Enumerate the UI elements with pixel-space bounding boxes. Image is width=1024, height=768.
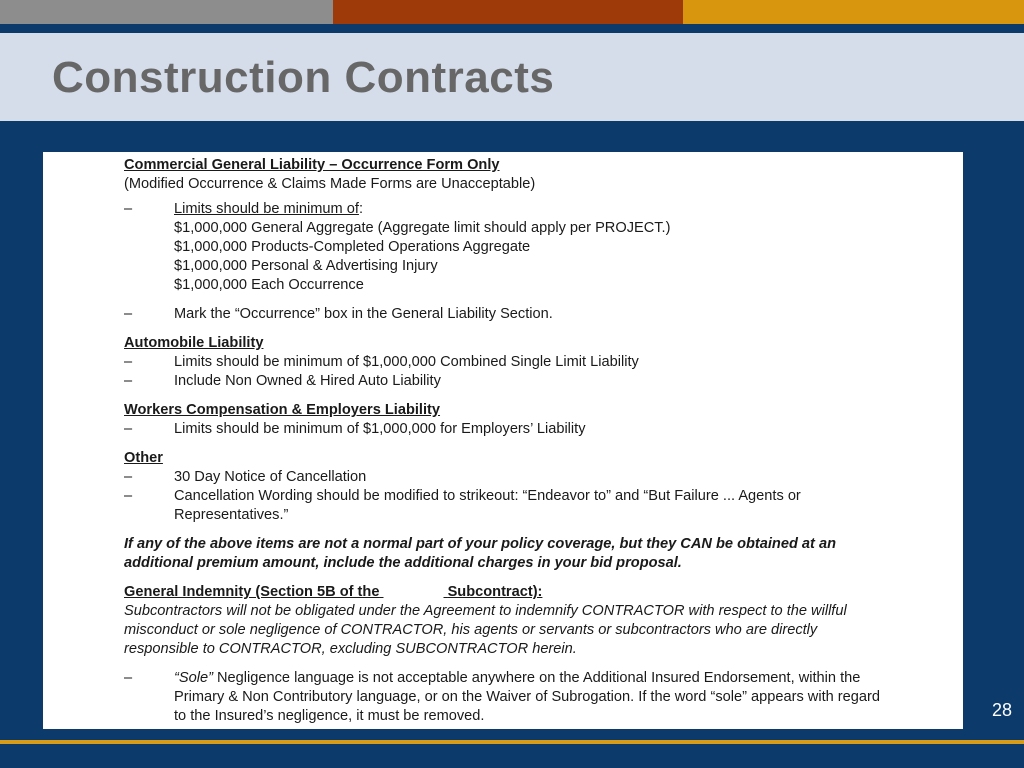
limit-line: $1,000,000 Each Occurrence (174, 277, 364, 293)
list-item: – Limits should be minimum of: (124, 201, 363, 217)
bottom-accent-line (0, 740, 1024, 744)
premium-notice: If any of the above items are not a normal part of your policy coverage, but they CAN be obtained at an additional premium amount, include the additional charges in your bid proposal. (124, 536, 836, 571)
list-item: – Mark the “Occurrence” box in the General Liability Section. (124, 306, 553, 322)
list-item: – Include Non Owned & Hired Auto Liability (124, 373, 441, 389)
page-number: 28 (991, 700, 1012, 720)
top-bar-gold (683, 0, 1024, 24)
top-color-bar (0, 0, 1024, 24)
list-item: – “Sole” Negligence language is not acceptable anywhere on the Additional Insured Endorsement, within the Primary & Non Contributory language, or on the Waiver of Subrogation. If the word “sole” appears with regard to the Insured’s negligence, it must be removed. (124, 670, 880, 724)
sole-word: “Sole” (174, 670, 213, 686)
limit-line: $1,000,000 Personal & Advertising Injury (174, 258, 438, 274)
auto-heading: Automobile Liability (124, 335, 264, 351)
limit-line: $1,000,000 Products-Completed Operations Aggregate (174, 239, 531, 255)
list-item: – Limits should be minimum of $1,000,000 Combined Single Limit Liability (124, 354, 639, 370)
cgl-subheading: (Modified Occurrence & Claims Made Forms are Unacceptable) (124, 176, 536, 192)
list-item: – Cancellation Wording should be modified to strikeout: “Endeavor to” and “But Failure ... Agents or Representatives.” (124, 488, 801, 523)
top-bar-gray (0, 0, 333, 24)
cgl-heading: Commercial General Liability – Occurrence Form Only (124, 157, 500, 173)
sole-text: Negligence language is not acceptable anywhere on the Additional Insured Endorsement, within the Primary & Non Contributory language, or on the Waiver of Subrogation. If the word “sole” appears with regard to the Insured’s negligence, it must be removed. (174, 670, 880, 724)
list-item: – 30 Day Notice of Cancellation (124, 469, 367, 485)
workers-heading: Workers Compensation & Employers Liability (124, 402, 441, 418)
slide-title: Construction Contracts (52, 53, 555, 102)
limits-label: Limits should be minimum of (174, 201, 359, 217)
indemnity-heading: General Indemnity (Section 5B of the Subcontract): (124, 584, 543, 600)
document-body (124, 156, 884, 726)
indemnity-body: Subcontractors will not be obligated under the Agreement to indemnify CONTRACTOR with respect to the willful misconduct or sole negligence of CONTRACTOR, his agents or servants or subcontractors who are directly responsible to CONTRACTOR, excluding SUBCONTRACTOR herein. (124, 603, 847, 657)
scanned-document (43, 152, 963, 729)
list-item: – Limits should be minimum of $1,000,000 for Employers’ Liability (124, 421, 586, 437)
limit-line: $1,000,000 General Aggregate (Aggregate limit should apply per PROJECT.) (174, 220, 671, 236)
other-heading: Other (124, 450, 163, 466)
top-bar-rust (333, 0, 683, 24)
mark-occurrence-text: Mark the “Occurrence” box in the General Liability Section. (174, 306, 553, 322)
